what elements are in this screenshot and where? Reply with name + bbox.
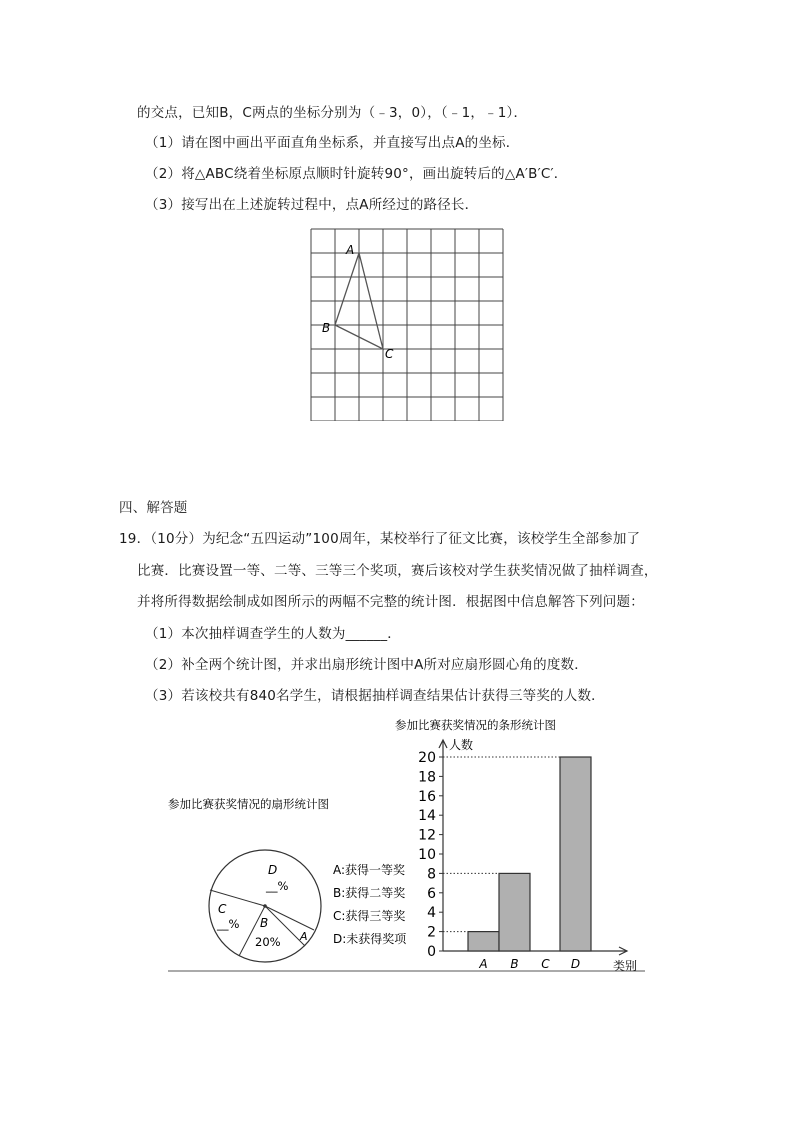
x-tick-label-a: A — [479, 957, 488, 971]
x-tick-label-c: C — [541, 957, 550, 971]
y-tick-label: 2 — [427, 924, 436, 941]
q19-line2: 比赛．比赛设置一等、二等、三等三个奖项，赛后该校对学生获奖情况做了抽样调查， — [137, 563, 658, 579]
x-tick-label-d: D — [570, 957, 581, 971]
legend-item-b: B:获得二等奖 — [333, 886, 406, 900]
q19-line3: 并将所得数据绘制成如图所示的两幅不完整的统计图．根据图中信息解答下列问题： — [137, 594, 644, 610]
x-tick-label-b: B — [510, 957, 519, 971]
y-tick-label: 14 — [418, 808, 436, 825]
charts-svg — [165, 716, 647, 974]
legend-item-c: C:获得三等奖 — [333, 909, 406, 923]
q19-part3: （3）若该校共有840名学生，请根据抽样调查结果估计获得三等奖的人数． — [145, 688, 605, 704]
y-tick-label: 12 — [418, 827, 436, 844]
pie-label-b-pct: 20% — [255, 935, 281, 949]
q18-part2: （2）将△ABC绕着坐标原点顺时针旋转90°，画出旋转后的△A′B′C′． — [145, 166, 568, 182]
y-tick-label: 6 — [427, 885, 436, 902]
y-tick-label: 20 — [418, 750, 436, 766]
bar-chart-y-ticks — [418, 750, 443, 960]
bar-chart-title: 参加比赛获奖情况的条形统计图 — [395, 718, 556, 732]
legend-item-d: D:未获得奖项 — [333, 932, 407, 946]
grid-svg — [309, 227, 505, 421]
y-tick-label: 10 — [418, 847, 436, 863]
bar-chart-xlabel: 类别 — [613, 959, 638, 973]
bar-a — [468, 932, 499, 951]
q19-line1: 19．（10分）为纪念“五四运动”100周年，某校举行了征文比赛，该校学生全部参加了 — [119, 531, 641, 547]
statistics-charts — [165, 716, 647, 978]
y-tick-label: 0 — [427, 944, 436, 960]
pie-label-a: A — [300, 930, 308, 943]
y-tick-label: 4 — [427, 905, 436, 922]
pie-chart — [209, 850, 321, 962]
q18-part3: （3）接写出在上述旋转过程中，点A所经过的路径长． — [145, 197, 479, 213]
bar-chart-ylabel: 人数 — [449, 738, 474, 752]
label-point-a: A — [346, 243, 355, 257]
q19-part2: （2）补全两个统计图，并求出扇形统计图中A所对应扇形圆心角的度数． — [145, 657, 588, 673]
y-tick-label: 18 — [418, 769, 436, 786]
bar-d — [560, 757, 591, 951]
pie-label-c-pct: __% — [217, 917, 240, 931]
pie-title: 参加比赛获奖情况的扇形统计图 — [168, 797, 329, 811]
coordinate-grid-figure — [309, 227, 505, 425]
label-point-c: C — [385, 347, 394, 361]
bar-chart-bars — [468, 757, 591, 951]
q18-intro: 的交点，已知B，C两点的坐标分别为（﹣3，0），（﹣1，﹣1）． — [137, 105, 528, 121]
pie-label-d-pct: __% — [266, 879, 289, 893]
legend-item-a: A:获得一等奖 — [333, 863, 406, 877]
pie-label-d: D — [268, 863, 278, 877]
q18-part1: （1）请在图中画出平面直角坐标系，并直接写出点A的坐标． — [145, 135, 520, 151]
grid-lines — [311, 228, 505, 421]
pie-center — [263, 904, 267, 908]
bar-chart-axes — [439, 740, 627, 955]
pie-label-c: C — [218, 902, 227, 916]
bar-b — [499, 873, 530, 951]
section-title: 四、解答题 — [119, 500, 188, 516]
label-point-b: B — [322, 321, 331, 335]
bar-chart-x-ticks — [478, 957, 580, 971]
y-tick-label: 16 — [418, 788, 436, 805]
pie-label-b: B — [260, 916, 269, 930]
legend — [333, 862, 407, 946]
y-tick-label: 8 — [427, 866, 436, 883]
q19-part1: （1）本次抽样调查学生的人数为______． — [145, 626, 401, 642]
